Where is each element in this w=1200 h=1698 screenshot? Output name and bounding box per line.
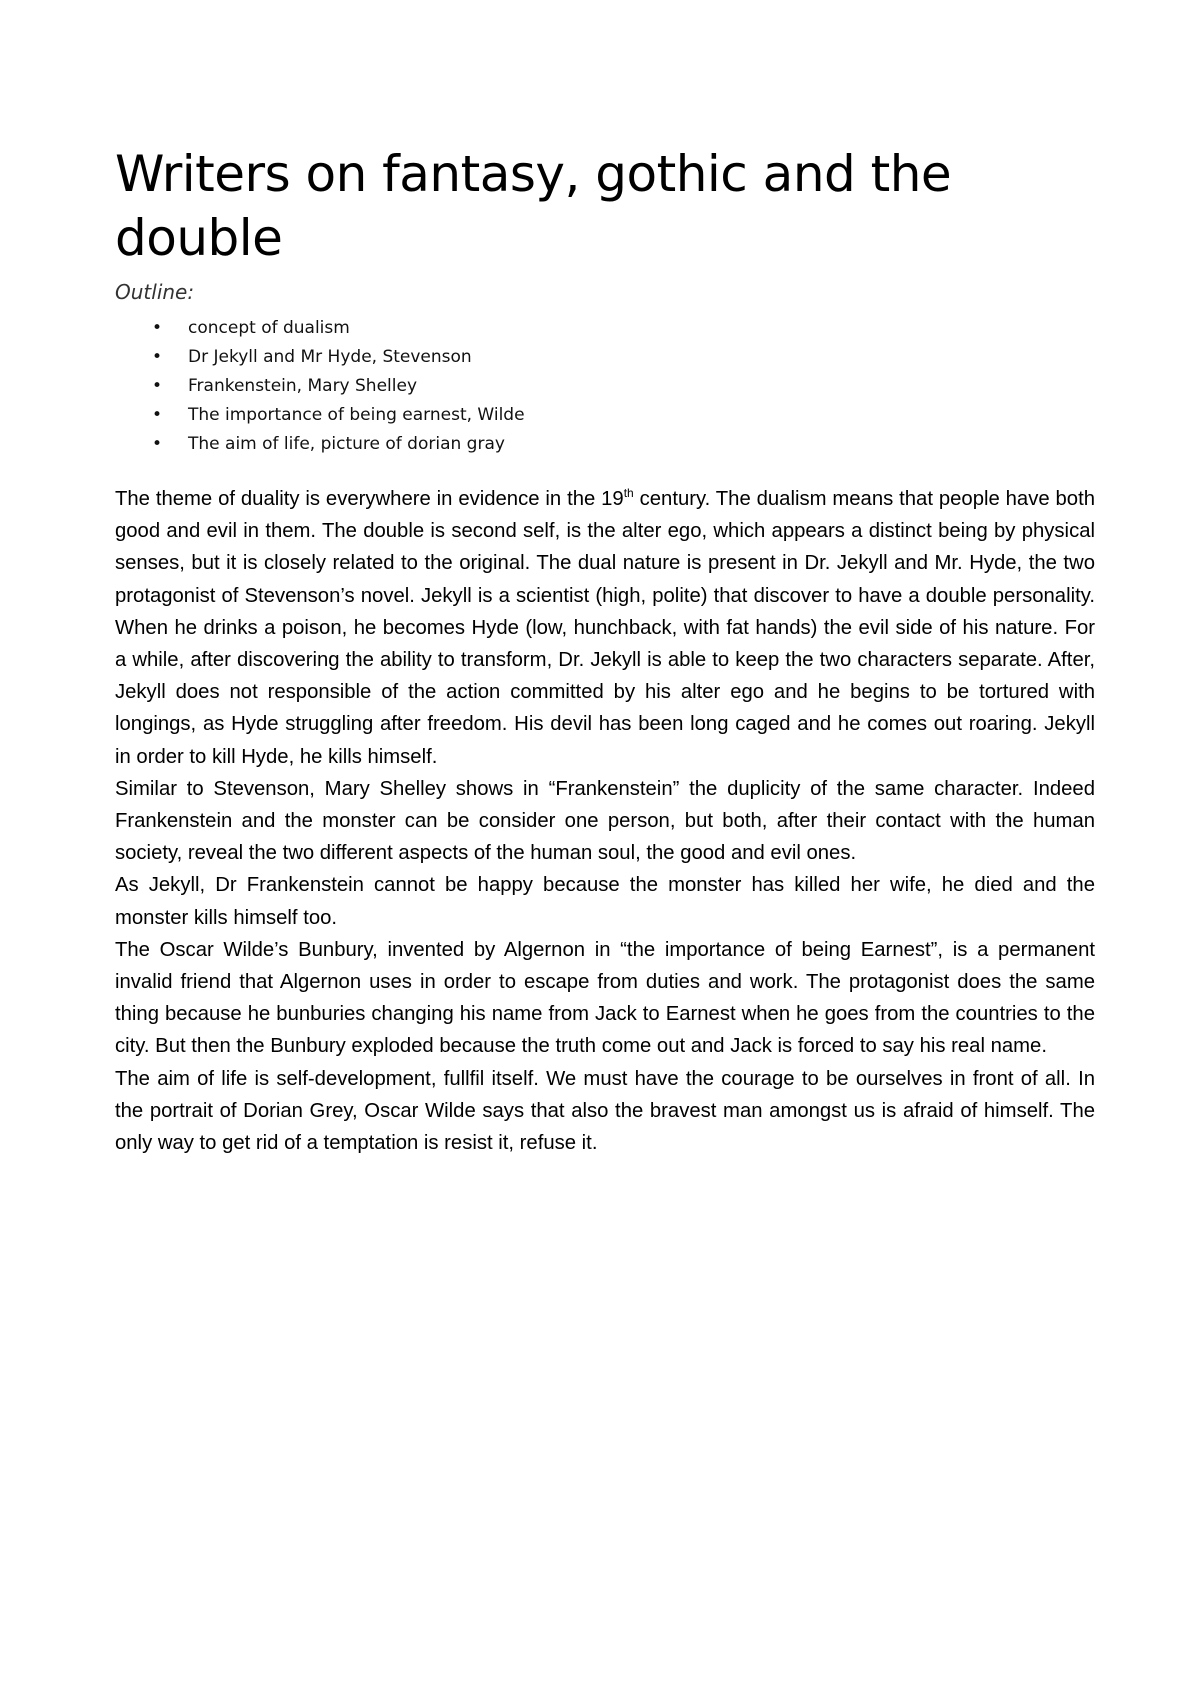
outline-list (115, 314, 1095, 459)
outline-item-text: The aim of life, picture of dorian gray (188, 434, 505, 454)
outline-item-text: Frankenstein, Mary Shelley (188, 376, 418, 396)
outline-item-text: Dr Jekyll and Mr Hyde, Stevenson (188, 347, 472, 367)
outline-item-text: concept of dualism (188, 318, 350, 338)
document-content (115, 142, 1095, 1159)
outline-item-text: The importance of being earnest, Wilde (188, 405, 525, 425)
outline-item (115, 314, 1095, 343)
bullet-icon: • (152, 347, 163, 367)
outline-label: Outline: (115, 280, 195, 304)
outline-item (115, 343, 1095, 372)
paragraph-bunbury: The Oscar Wilde’s Bunbury, invented by Algernon in “the importance of being Earnest”, is a permanent invalid friend that Algernon uses in order to escape from duties and work. The protagonist does the same thing because he bunburies changing his name from Jack to Earnest when he goes from the countries to the city. But then the Bunbury exploded because the truth come out and Jack is forced to say his real name. (115, 938, 1095, 1058)
bullet-icon: • (152, 405, 163, 425)
bullet-icon: • (152, 434, 163, 454)
bullet-icon: • (152, 376, 163, 396)
paragraph-frankenstein: Similar to Stevenson, Mary Shelley shows in “Frankenstein” the duplicity of the same character. Indeed Frankenstein and the monster can be consider one person, but both, after their contact with the human society, reveal the two different aspects of the human soul, the good and evil ones. (115, 777, 1095, 865)
paragraph-aim-of-life: The aim of life is self-development, fullfil itself. We must have the courage to be ourselves in front of all. In the portrait of Dorian Grey, Oscar Wilde says that also the bravest man amongst us is afraid of himself. The only way to get rid of a temptation is resist it, refuse it. (115, 1067, 1095, 1155)
bullet-icon: • (152, 318, 163, 338)
outline-item (115, 430, 1095, 459)
outline-item (115, 372, 1095, 401)
paragraph-text: The theme of duality is everywhere in evidence in the 19 (115, 488, 624, 510)
outline-item (115, 401, 1095, 430)
paragraph-duality (115, 483, 1095, 773)
superscript-ordinal: th (623, 486, 634, 501)
paragraph-text: century. The dualism means that people have both good and evil in them. The double is second self, is the alter ego, which appears a distinct being by physical senses, but it is closely related to the original. The dual nature is present in Dr. Jekyll and Mr. Hyde, the two protagonist of Stevenson’s novel. Jekyll is a scientist (high, polite) that discover to have a double personality. When he drinks a poison, he becomes Hyde (low, hunchback, with fat hands) the evil side of his nature. For a while, after discovering the ability to transform, Dr. Jekyll is able to keep the two characters separate. After, Jekyll does not responsible of the action committed by his alter ego and he begins to be tortured with longings, as Hyde struggling after freedom. His devil has been long caged and he comes out roaring. Jekyll in order to kill Hyde, he kills himself. (115, 488, 1095, 768)
paragraph-jekyll-frankenstein: As Jekyll, Dr Frankenstein cannot be happy because the monster has killed her wife, he died and the monster kills himself too. (115, 874, 1095, 929)
page-title: Writers on fantasy, gothic and the double (115, 145, 952, 267)
